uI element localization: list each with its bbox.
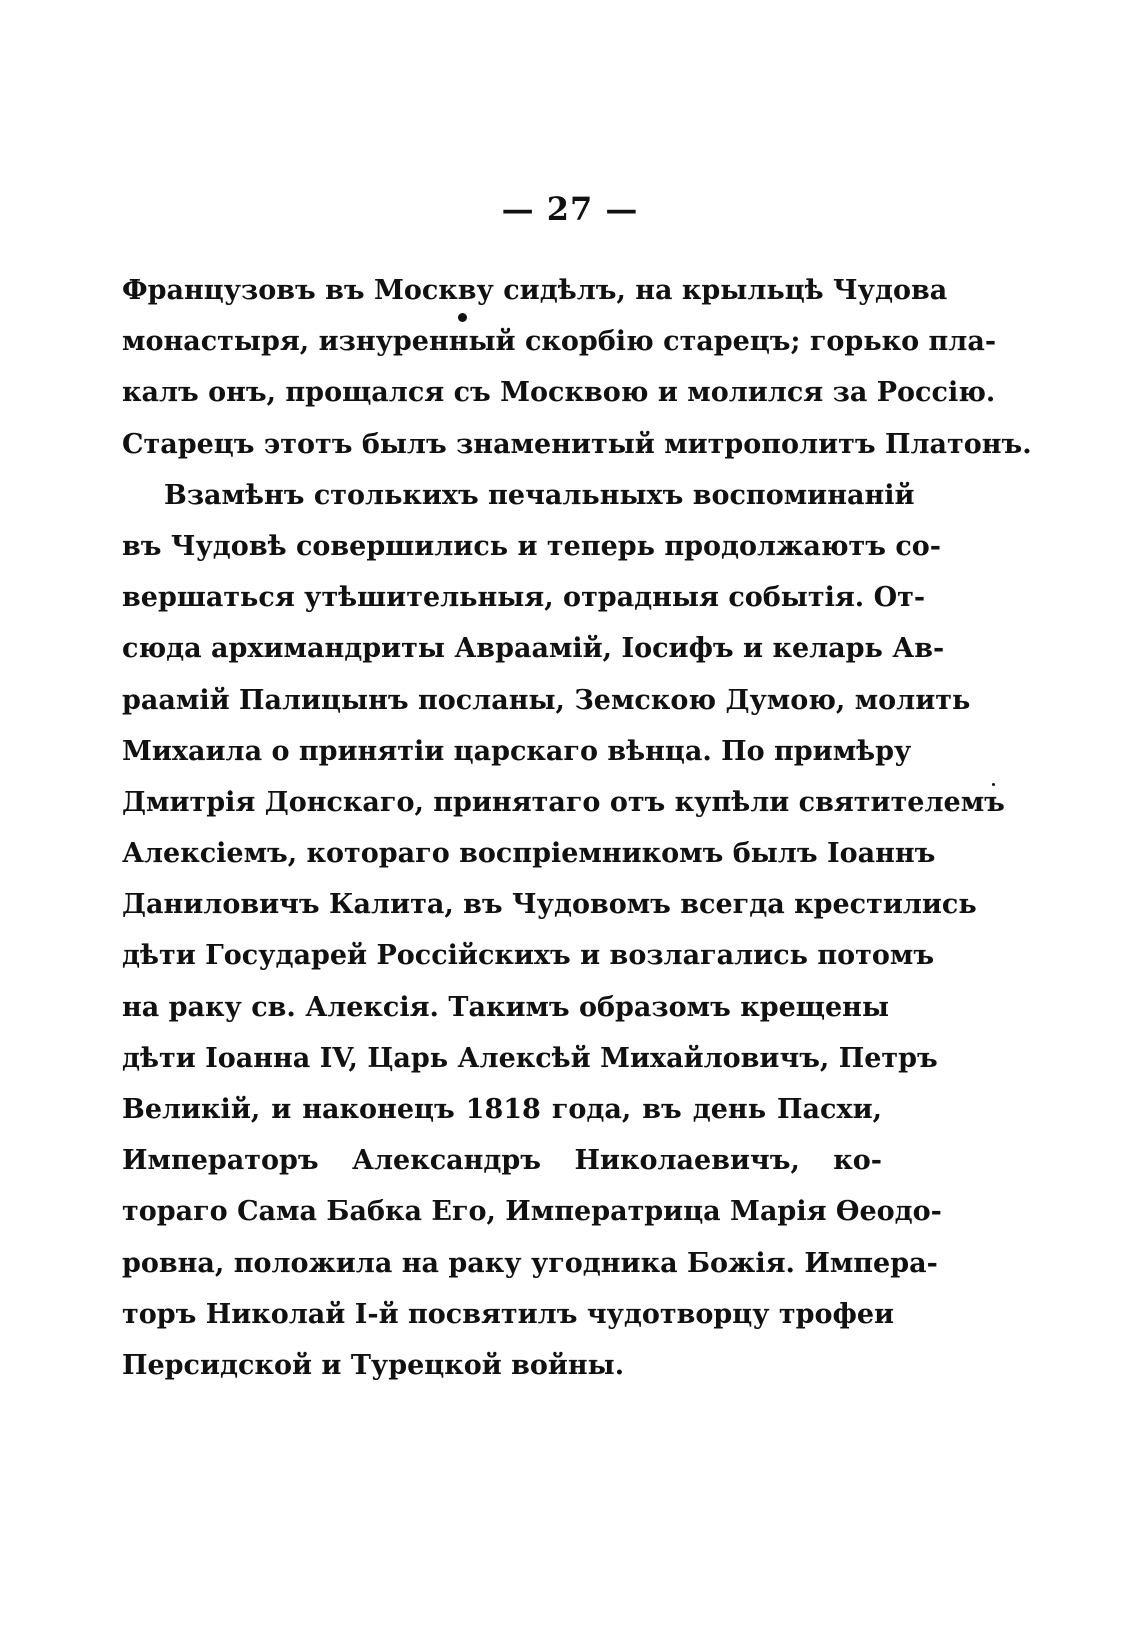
text-line: Французовъ въ Москву сидѣлъ, на крыльцѣ Чудова bbox=[122, 275, 948, 306]
text-line: Императоръ Александръ Николаевичъ, ко- bbox=[122, 1145, 882, 1177]
text-line: Персидской и Турецкой войны. bbox=[122, 1349, 625, 1381]
text-line: Михаила о принятіи царскаго вѣнца. По примѣру bbox=[122, 735, 912, 767]
text-line: Даниловичъ Калита, въ Чудовомъ всегда крестились bbox=[122, 889, 977, 921]
text-line: дѣти Іоанна IV, Царь Алексѣй Михайловичъ, Петръ bbox=[122, 1042, 938, 1074]
text-line: калъ онъ, прощался съ Москвою и молился за Россію. bbox=[122, 377, 996, 409]
text-line: дѣти Государей Россійскихъ и возлагались потомъ bbox=[122, 940, 935, 972]
text-line: на раку св. Алексія. Такимъ образомъ крещены bbox=[122, 991, 890, 1023]
text-line: тораго Сама Бабка Его, Императрица Марія Ѳеодо- bbox=[122, 1196, 942, 1228]
text-line: ровна, положила на раку угодника Божія. Импера- bbox=[122, 1247, 938, 1279]
text-line: Старецъ этотъ былъ знаменитый митрополитъ Платонъ. bbox=[122, 428, 1032, 460]
text-line: Великій, и наконецъ 1818 года, въ день Пасхи, bbox=[122, 1094, 882, 1125]
text-line: Алексіемъ, котораго воспріемникомъ былъ Іоаннъ bbox=[122, 838, 936, 870]
page-number: — 27 — bbox=[501, 190, 639, 228]
text-line: раамій Палицынъ посланы, Земскою Думою, молить bbox=[122, 684, 971, 716]
ink-speck bbox=[458, 313, 467, 322]
text-line: торъ Николай I-й посвятилъ чудотворцу трофеи bbox=[122, 1298, 895, 1330]
ink-speck bbox=[992, 783, 995, 786]
text-line: монастыря, изнуренный скорбію старецъ; горько пла- bbox=[122, 326, 997, 358]
text-line: вершаться утѣшительныя, отрадныя событія. От- bbox=[122, 582, 926, 614]
text-line: сюда архимандриты Авраамій, Іосифъ и келарь Ав- bbox=[122, 633, 945, 665]
text-line: въ Чудовѣ совершились и теперь продолжаютъ со- bbox=[122, 530, 942, 562]
body-text bbox=[122, 265, 1032, 1391]
text-line: Дмитрія Донскаго, принятаго отъ купѣли святителемъ bbox=[122, 786, 1005, 818]
paragraph-first-line: Взамѣнъ столькихъ печальныхъ воспоминаній bbox=[164, 479, 915, 511]
